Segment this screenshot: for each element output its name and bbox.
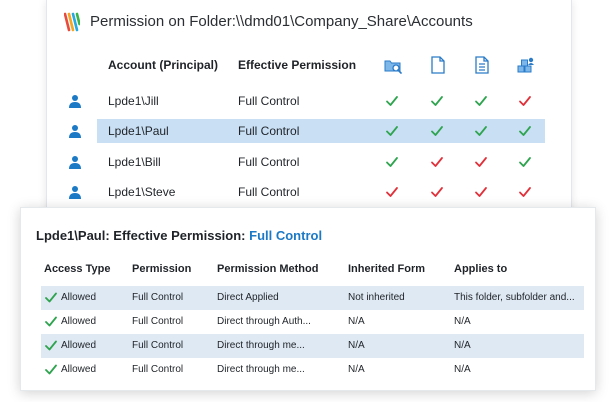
- effective-permission: Full Control: [238, 124, 300, 138]
- cross-icon: [474, 185, 488, 199]
- access-type: Allowed: [61, 364, 97, 375]
- column-header-inherited-form[interactable]: Inherited Form: [348, 263, 426, 275]
- user-icon: [68, 124, 82, 138]
- detail-row[interactable]: [41, 334, 584, 358]
- detail-title: [36, 228, 322, 243]
- permission: Full Control: [132, 340, 184, 351]
- cross-icon: [518, 185, 532, 199]
- check-icon: [45, 316, 57, 327]
- access-type: Allowed: [61, 292, 97, 303]
- inherited-form: N/A: [348, 364, 365, 375]
- column-header-access-type[interactable]: Access Type: [44, 263, 111, 275]
- applies-to: N/A: [454, 316, 471, 327]
- check-icon: [430, 94, 444, 108]
- applies-to: N/A: [454, 364, 471, 375]
- check-icon: [518, 124, 532, 138]
- inherited-form: Not inherited: [348, 292, 405, 303]
- permission-method: Direct through me...: [217, 364, 305, 375]
- user-icon: [68, 185, 82, 199]
- column-header-permission-method[interactable]: Permission Method: [217, 263, 319, 275]
- access-type: Allowed: [61, 340, 97, 351]
- account-name: Lpde1\Steve: [108, 185, 176, 199]
- inherited-form: N/A: [348, 340, 365, 351]
- detail-title-value: Full Control: [249, 228, 323, 243]
- app-logo-icon: [64, 12, 80, 32]
- column-header-effective-permission[interactable]: Effective Permission: [238, 58, 357, 72]
- permission: Full Control: [132, 316, 184, 327]
- effective-permission-detail-panel: [20, 207, 596, 391]
- check-icon: [45, 364, 57, 375]
- account-name: Lpde1\Bill: [108, 155, 161, 169]
- cross-icon: [430, 155, 444, 169]
- account-row-jill[interactable]: [47, 89, 571, 113]
- permission-method: Direct through Auth...: [217, 316, 311, 327]
- permission-method: Direct Applied: [217, 292, 279, 303]
- permission: Full Control: [132, 364, 184, 375]
- folder-search-icon: [384, 55, 402, 75]
- check-icon: [474, 94, 488, 108]
- cross-icon: [518, 94, 532, 108]
- account-row-bill[interactable]: [47, 150, 571, 174]
- check-icon: [474, 124, 488, 138]
- permission: Full Control: [132, 292, 184, 303]
- detail-row[interactable]: [41, 310, 584, 334]
- inherited-form: N/A: [348, 316, 365, 327]
- folder-permission-panel: [46, 0, 572, 216]
- check-icon: [430, 124, 444, 138]
- detail-row[interactable]: [41, 358, 584, 382]
- check-icon: [518, 155, 532, 169]
- share-icon: [517, 55, 535, 75]
- account-row-paul[interactable]: [47, 119, 571, 143]
- user-icon: [68, 155, 82, 169]
- check-icon: [385, 94, 399, 108]
- cross-icon: [474, 155, 488, 169]
- effective-permission: Full Control: [238, 185, 300, 199]
- applies-to: This folder, subfolder and...: [454, 292, 575, 303]
- column-header-applies-to[interactable]: Applies to: [454, 263, 508, 275]
- effective-permission: Full Control: [238, 94, 300, 108]
- file-icon: [429, 55, 447, 75]
- user-icon: [68, 94, 82, 108]
- check-icon: [385, 124, 399, 138]
- column-header-account[interactable]: Account (Principal): [108, 58, 219, 72]
- cross-icon: [430, 185, 444, 199]
- check-icon: [45, 340, 57, 351]
- document-icon: [473, 55, 491, 75]
- account-name: Lpde1\Jill: [108, 94, 159, 108]
- effective-permission: Full Control: [238, 155, 300, 169]
- applies-to: N/A: [454, 340, 471, 351]
- cross-icon: [385, 185, 399, 199]
- column-header-permission[interactable]: Permission: [132, 263, 192, 275]
- detail-title-prefix: Lpde1\Paul: Effective Permission:: [36, 228, 250, 243]
- account-name: Lpde1\Paul: [108, 124, 169, 138]
- check-icon: [385, 155, 399, 169]
- account-row-steve[interactable]: [47, 180, 571, 204]
- access-type: Allowed: [61, 316, 97, 327]
- panel-title: Permission on Folder:\\dmd01\Company_Share\Accounts: [90, 13, 473, 30]
- check-icon: [45, 292, 57, 303]
- permission-method: Direct through me...: [217, 340, 305, 351]
- detail-row[interactable]: [41, 286, 584, 310]
